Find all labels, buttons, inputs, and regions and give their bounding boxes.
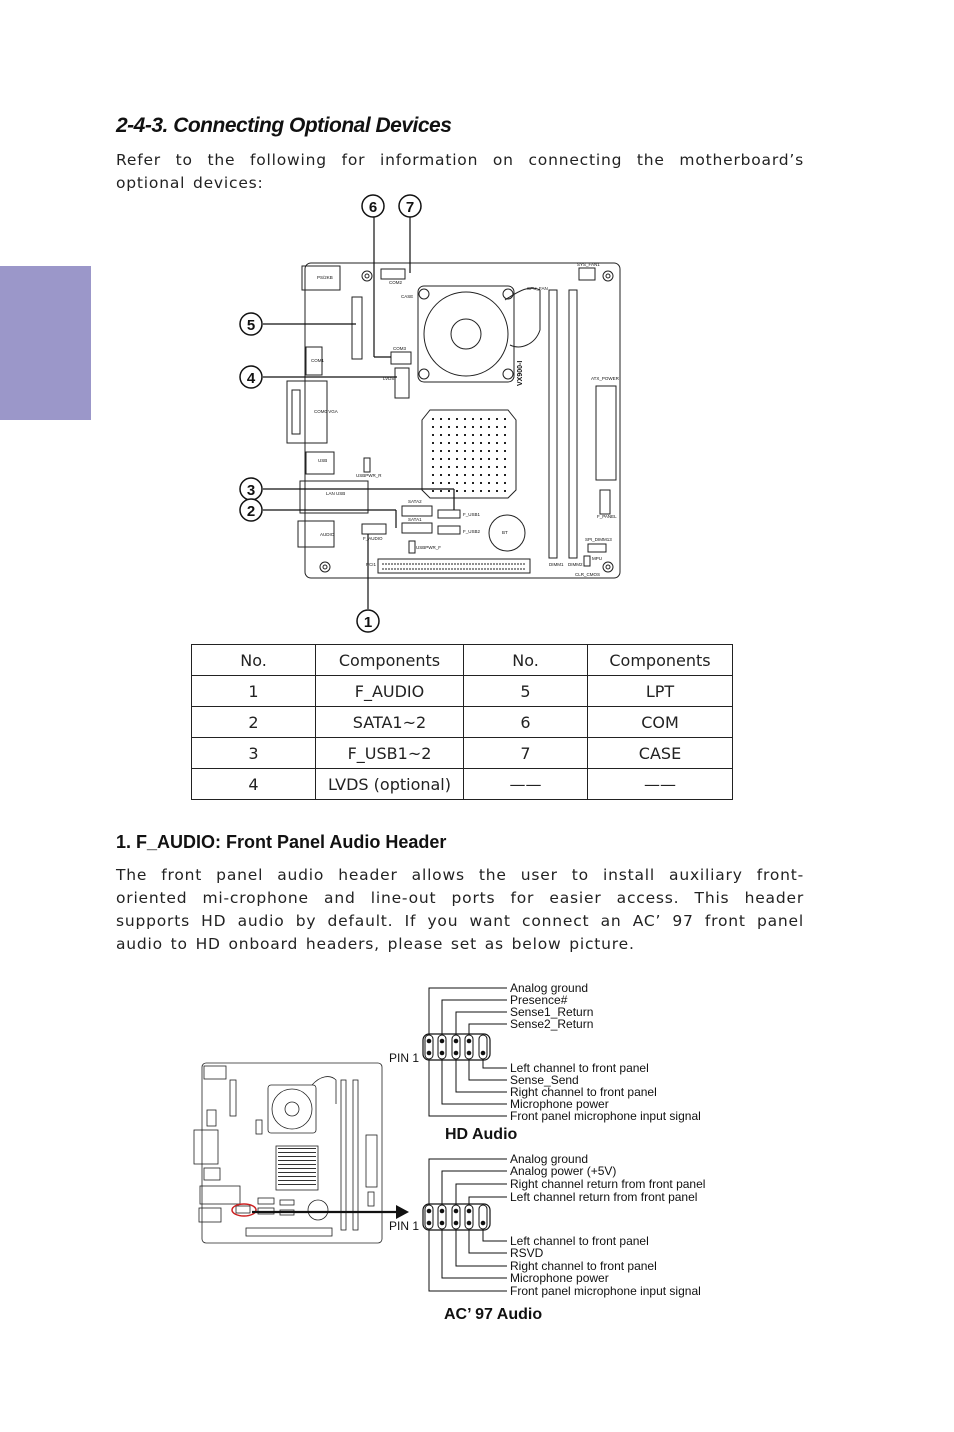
heatsink-dot — [440, 450, 442, 452]
mini-heatsink-fins — [278, 1148, 316, 1185]
section-intro: Refer to the following for information on connecting the motherboard’s optional devices: — [116, 151, 804, 192]
heatsink-dot — [448, 466, 450, 468]
label-sata2: SATA2 — [408, 499, 422, 504]
leader-line — [469, 1024, 507, 1035]
heatsink-dot — [496, 442, 498, 444]
leader-line — [483, 1059, 507, 1068]
heatsink-dot — [488, 482, 490, 484]
heatsink-dot — [432, 466, 434, 468]
header-pin-slot — [438, 1035, 446, 1059]
ac97-pin-bottom-1: RSVD — [510, 1246, 544, 1260]
heatsink-dot — [472, 450, 474, 452]
label-pci1: PCI1 — [366, 562, 377, 567]
heatsink-dot — [496, 434, 498, 436]
mini-heatsink-fin — [278, 1148, 316, 1149]
heatsink-dot — [448, 482, 450, 484]
label-ps2kb: PS/2KB — [317, 275, 333, 280]
ac97-pin-bottom-3: Microphone power — [510, 1271, 609, 1285]
header-pin — [427, 1039, 432, 1044]
heatsink-dot — [472, 458, 474, 460]
header-pin-slot — [479, 1205, 487, 1229]
hd-pin-top-2: Sense1_Return — [510, 1005, 594, 1019]
heatsink-dot — [504, 466, 506, 468]
heatsink-dot — [448, 458, 450, 460]
callout-3: 3 — [246, 482, 256, 499]
heatsink-dot — [440, 442, 442, 444]
heatsink-dot — [456, 442, 458, 444]
heatsink-dot — [480, 426, 482, 428]
label-com1: COM1 — [311, 358, 325, 363]
label-usbpwr-r: USBPWR_R — [356, 473, 382, 478]
heatsink-dot — [464, 450, 466, 452]
heatsink-dot — [440, 418, 442, 420]
heatsink-dot — [488, 418, 490, 420]
label-board-model: VX900-I — [517, 360, 524, 386]
ac97-pin-bottom-0: Left channel to front panel — [510, 1234, 649, 1248]
header-pin-slot — [479, 1035, 487, 1059]
leader-line — [442, 1000, 507, 1035]
mini-heatsink-fin — [278, 1172, 316, 1173]
heatsink-dot — [456, 450, 458, 452]
heatsink-dot — [472, 426, 474, 428]
heatsink-dot — [488, 442, 490, 444]
heatsink-dot — [448, 426, 450, 428]
hd-audio-header — [423, 988, 507, 1116]
mini-heatsink-fin — [278, 1168, 316, 1169]
header-pin — [427, 1051, 432, 1056]
callout-5: 5 — [246, 317, 256, 334]
mini-heatsink-fin — [278, 1164, 316, 1165]
table-cell: 6 — [464, 707, 588, 738]
label-f-usb2: F_USB2 — [463, 529, 481, 534]
heatsink-dot — [448, 474, 450, 476]
hd-pin-top-3: Sense2_Return — [510, 1017, 594, 1031]
mini-heatsink-fin — [278, 1184, 316, 1185]
heatsink-dot — [432, 418, 434, 420]
table-cell: 7 — [464, 738, 588, 769]
heatsink-dot — [432, 474, 434, 476]
leader-line — [442, 1059, 507, 1104]
heatsink-dot — [448, 490, 450, 492]
heatsink-dot — [440, 490, 442, 492]
heatsink-dot — [456, 426, 458, 428]
leader-line — [442, 1171, 507, 1205]
table-row — [192, 707, 733, 738]
table-cell: —— — [464, 769, 588, 800]
label-com2: COM2 — [389, 280, 403, 285]
ac97-pin-top-0: Analog ground — [510, 1152, 589, 1166]
heatsink-dot — [448, 442, 450, 444]
table-row — [192, 676, 733, 707]
table-header-cell: Components — [316, 645, 464, 676]
heatsink-dot — [448, 450, 450, 452]
heatsink-fins — [432, 418, 506, 492]
heatsink-dot — [488, 458, 490, 460]
heatsink-dot — [472, 442, 474, 444]
heatsink-dot — [464, 434, 466, 436]
hd-pin-bottom-4: Front panel microphone input signal — [510, 1109, 701, 1123]
leader-line — [456, 1229, 507, 1266]
heatsink-dot — [456, 458, 458, 460]
hd-pin-bottom-0: Left channel to front panel — [510, 1061, 649, 1075]
heatsink-dot — [456, 418, 458, 420]
heatsink-dot — [488, 450, 490, 452]
faudio-description: The front panel audio header allows the user to install auxiliary front-oriented mi-crophone and line-out ports for easier access. This header supports HD audio by default. If you want connect an AC’ 97 front panel audio to HD onboard headers, please set as below picture. — [116, 866, 804, 953]
ac97-pin-top-2: Right channel return from front panel — [510, 1177, 706, 1191]
hd-pin-bottom-1: Sense_Send — [510, 1073, 579, 1087]
label-usbpwr-f: USBPWR_F — [416, 545, 442, 550]
heatsink-dot — [504, 442, 506, 444]
heatsink-dot — [432, 490, 434, 492]
label-f-panel: F_PANEL — [597, 514, 617, 519]
heatsink-dot — [496, 450, 498, 452]
heatsink-dot — [496, 458, 498, 460]
table-row — [192, 769, 733, 800]
heatsink-dot — [480, 490, 482, 492]
header-pin — [427, 1209, 432, 1214]
table-cell: F_USB1~2 — [316, 738, 464, 769]
heatsink-dot — [488, 426, 490, 428]
ac97-pin-top-1: Analog power (+5V) — [510, 1164, 617, 1178]
label-lvds: LVDS — [383, 376, 395, 381]
label-clr-cmos: CLR_CMOS — [575, 572, 601, 577]
hd-pin-top-0: Analog ground — [510, 981, 589, 995]
heatsink-dot — [440, 482, 442, 484]
header-pin — [467, 1221, 472, 1226]
table-cell: —— — [588, 769, 733, 800]
header-pin — [440, 1221, 445, 1226]
ac97-pin-top-3: Left channel return from front panel — [510, 1190, 698, 1204]
heatsink-dot — [472, 490, 474, 492]
header-pin-slot — [438, 1205, 446, 1229]
heatsink-dot — [464, 490, 466, 492]
label-atx-power: ATX_POWER — [591, 376, 619, 381]
heatsink-dot — [456, 482, 458, 484]
heatsink-dot — [488, 434, 490, 436]
heatsink-dot — [496, 418, 498, 420]
heatsink-dot — [496, 426, 498, 428]
components-table — [191, 644, 733, 800]
label-sata1: SATA1 — [408, 517, 422, 522]
leader-line — [456, 1059, 507, 1092]
hd-pin1-label: PIN 1 — [389, 1051, 420, 1065]
heatsink-dot — [496, 466, 498, 468]
heatsink-dot — [440, 474, 442, 476]
label-lan-usb: LAN USB — [326, 491, 346, 496]
faudio-title: 1. F_AUDIO: Front Panel Audio Header — [116, 832, 447, 852]
table-header-row — [192, 645, 733, 676]
header-pin-slot — [425, 1035, 433, 1059]
leader-line — [483, 1229, 507, 1241]
header-pin — [481, 1221, 486, 1226]
table-cell: 1 — [192, 676, 316, 707]
header-pin — [440, 1051, 445, 1056]
leader-line — [429, 1229, 507, 1291]
callout-4: 4 — [246, 370, 256, 387]
header-pin — [467, 1209, 472, 1214]
table-cell: CASE — [588, 738, 733, 769]
heatsink-dot — [480, 418, 482, 420]
ac97-pin-bottom-4: Front panel microphone input signal — [510, 1284, 701, 1298]
header-pin — [454, 1051, 459, 1056]
heatsink-dot — [464, 482, 466, 484]
heatsink-dot — [488, 466, 490, 468]
heatsink-dot — [464, 474, 466, 476]
label-case: CASE — [401, 294, 414, 299]
heatsink-dot — [440, 426, 442, 428]
callout-6: 6 — [368, 199, 378, 216]
header-pin-slot — [465, 1035, 473, 1059]
heatsink-dot — [432, 450, 434, 452]
leader-line — [429, 1159, 507, 1205]
leader-line — [469, 1059, 507, 1080]
leader-line — [456, 1184, 507, 1205]
heatsink-dot — [496, 490, 498, 492]
mini-heatsink-fin — [278, 1152, 316, 1153]
table-header-cell: Components — [588, 645, 733, 676]
heatsink-dot — [504, 434, 506, 436]
table-header-cell: No. — [192, 645, 316, 676]
main-board-diagram — [287, 263, 620, 578]
label-usb: USB — [318, 458, 328, 463]
header-pin-slot — [452, 1205, 460, 1229]
heatsink-dot — [440, 434, 442, 436]
heatsink-dot — [440, 458, 442, 460]
hd-pin-bottom-2: Right channel to front panel — [510, 1085, 657, 1099]
heatsink-dot — [496, 482, 498, 484]
ac97-pin1-label: PIN 1 — [389, 1219, 420, 1233]
heatsink-dot — [504, 458, 506, 460]
pointer-arrow — [252, 1205, 409, 1219]
header-pin — [481, 1051, 486, 1056]
heatsink-dot — [480, 466, 482, 468]
table-cell: LPT — [588, 676, 733, 707]
mini-heatsink-fin — [278, 1156, 316, 1157]
heatsink-dot — [432, 442, 434, 444]
heatsink-dot — [440, 466, 442, 468]
mini-heatsink-fin — [278, 1176, 316, 1177]
table-cell: COM — [588, 707, 733, 738]
ac97-audio-title: AC’ 97 Audio — [444, 1306, 543, 1323]
header-pin-slot — [465, 1205, 473, 1229]
heatsink-dot — [472, 434, 474, 436]
section-title: 2-4-3. Connecting Optional Devices — [116, 114, 452, 137]
header-pin — [467, 1039, 472, 1044]
heatsink-dot — [432, 482, 434, 484]
table-cell: 3 — [192, 738, 316, 769]
heatsink-dot — [472, 474, 474, 476]
heatsink-dot — [472, 418, 474, 420]
label-com3: COM3 — [393, 346, 407, 351]
table-header-cell: No. — [464, 645, 588, 676]
heatsink-dot — [464, 426, 466, 428]
callout-2: 2 — [246, 503, 256, 520]
heatsink-dot — [432, 426, 434, 428]
label-spi-dimm: SPI_DIMM13 — [585, 537, 612, 542]
header-pin — [454, 1209, 459, 1214]
header-pin — [454, 1221, 459, 1226]
heatsink-dot — [464, 458, 466, 460]
heatsink-dot — [432, 458, 434, 460]
mini-heatsink-fin — [278, 1160, 316, 1161]
table-row — [192, 738, 733, 769]
header-pin — [440, 1209, 445, 1214]
ac97-audio-header — [423, 1159, 507, 1291]
header-pin — [440, 1039, 445, 1044]
label-sys-fan1: SYS_FAN1 — [577, 262, 600, 267]
label-dimm1: DIMM1 — [549, 562, 564, 567]
heatsink-dot — [456, 490, 458, 492]
table-cell: F_AUDIO — [316, 676, 464, 707]
label-dimm2: DIMM2 — [568, 562, 583, 567]
heatsink-dot — [504, 426, 506, 428]
heatsink-dot — [456, 466, 458, 468]
heatsink-dot — [504, 482, 506, 484]
heatsink-dot — [488, 474, 490, 476]
hd-audio-title: HD Audio — [445, 1126, 518, 1143]
callout-1: 1 — [363, 614, 373, 631]
heatsink-dot — [480, 474, 482, 476]
table-cell: 5 — [464, 676, 588, 707]
heatsink-dot — [464, 466, 466, 468]
label-mpu: MPU — [592, 556, 602, 561]
label-audio: AUDIO — [320, 532, 335, 537]
heatsink-dot — [488, 490, 490, 492]
table-cell: LVDS (optional) — [316, 769, 464, 800]
heatsink-dot — [496, 474, 498, 476]
callout-7: 7 — [405, 199, 415, 216]
heatsink-dot — [464, 442, 466, 444]
heatsink-dot — [432, 434, 434, 436]
header-pin-slot — [452, 1035, 460, 1059]
heatsink-dot — [504, 490, 506, 492]
header-pin — [454, 1039, 459, 1044]
heatsink-dot — [472, 466, 474, 468]
table-cell: 4 — [192, 769, 316, 800]
label-cpu-fan: CPU_FAN — [527, 286, 548, 291]
mini-heatsink-fin — [278, 1180, 316, 1181]
heatsink-dot — [480, 434, 482, 436]
label-bt: BT — [502, 530, 508, 535]
heatsink-dot — [448, 418, 450, 420]
heatsink-dot — [480, 482, 482, 484]
heatsink-dot — [504, 474, 506, 476]
header-pin — [467, 1051, 472, 1056]
heatsink-dot — [472, 482, 474, 484]
heatsink-dot — [504, 418, 506, 420]
ac97-pin-bottom-2: Right channel to front panel — [510, 1259, 657, 1273]
heatsink-dot — [464, 418, 466, 420]
label-com0-vga: COM0 VGA — [314, 409, 338, 414]
table-cell: SATA1~2 — [316, 707, 464, 738]
header-pin-slot — [425, 1205, 433, 1229]
heatsink-dot — [480, 458, 482, 460]
table-cell: 2 — [192, 707, 316, 738]
heatsink-dot — [480, 450, 482, 452]
label-f-audio: F_AUDIO — [363, 536, 383, 541]
heatsink-dot — [456, 474, 458, 476]
heatsink-dot — [448, 434, 450, 436]
hd-pin-top-1: Presence# — [510, 993, 568, 1007]
hd-pin-bottom-3: Microphone power — [510, 1097, 609, 1111]
heatsink-dot — [456, 434, 458, 436]
label-f-usb1: F_USB1 — [463, 512, 481, 517]
header-pin — [427, 1221, 432, 1226]
heatsink-dot — [504, 450, 506, 452]
heatsink-dot — [480, 442, 482, 444]
